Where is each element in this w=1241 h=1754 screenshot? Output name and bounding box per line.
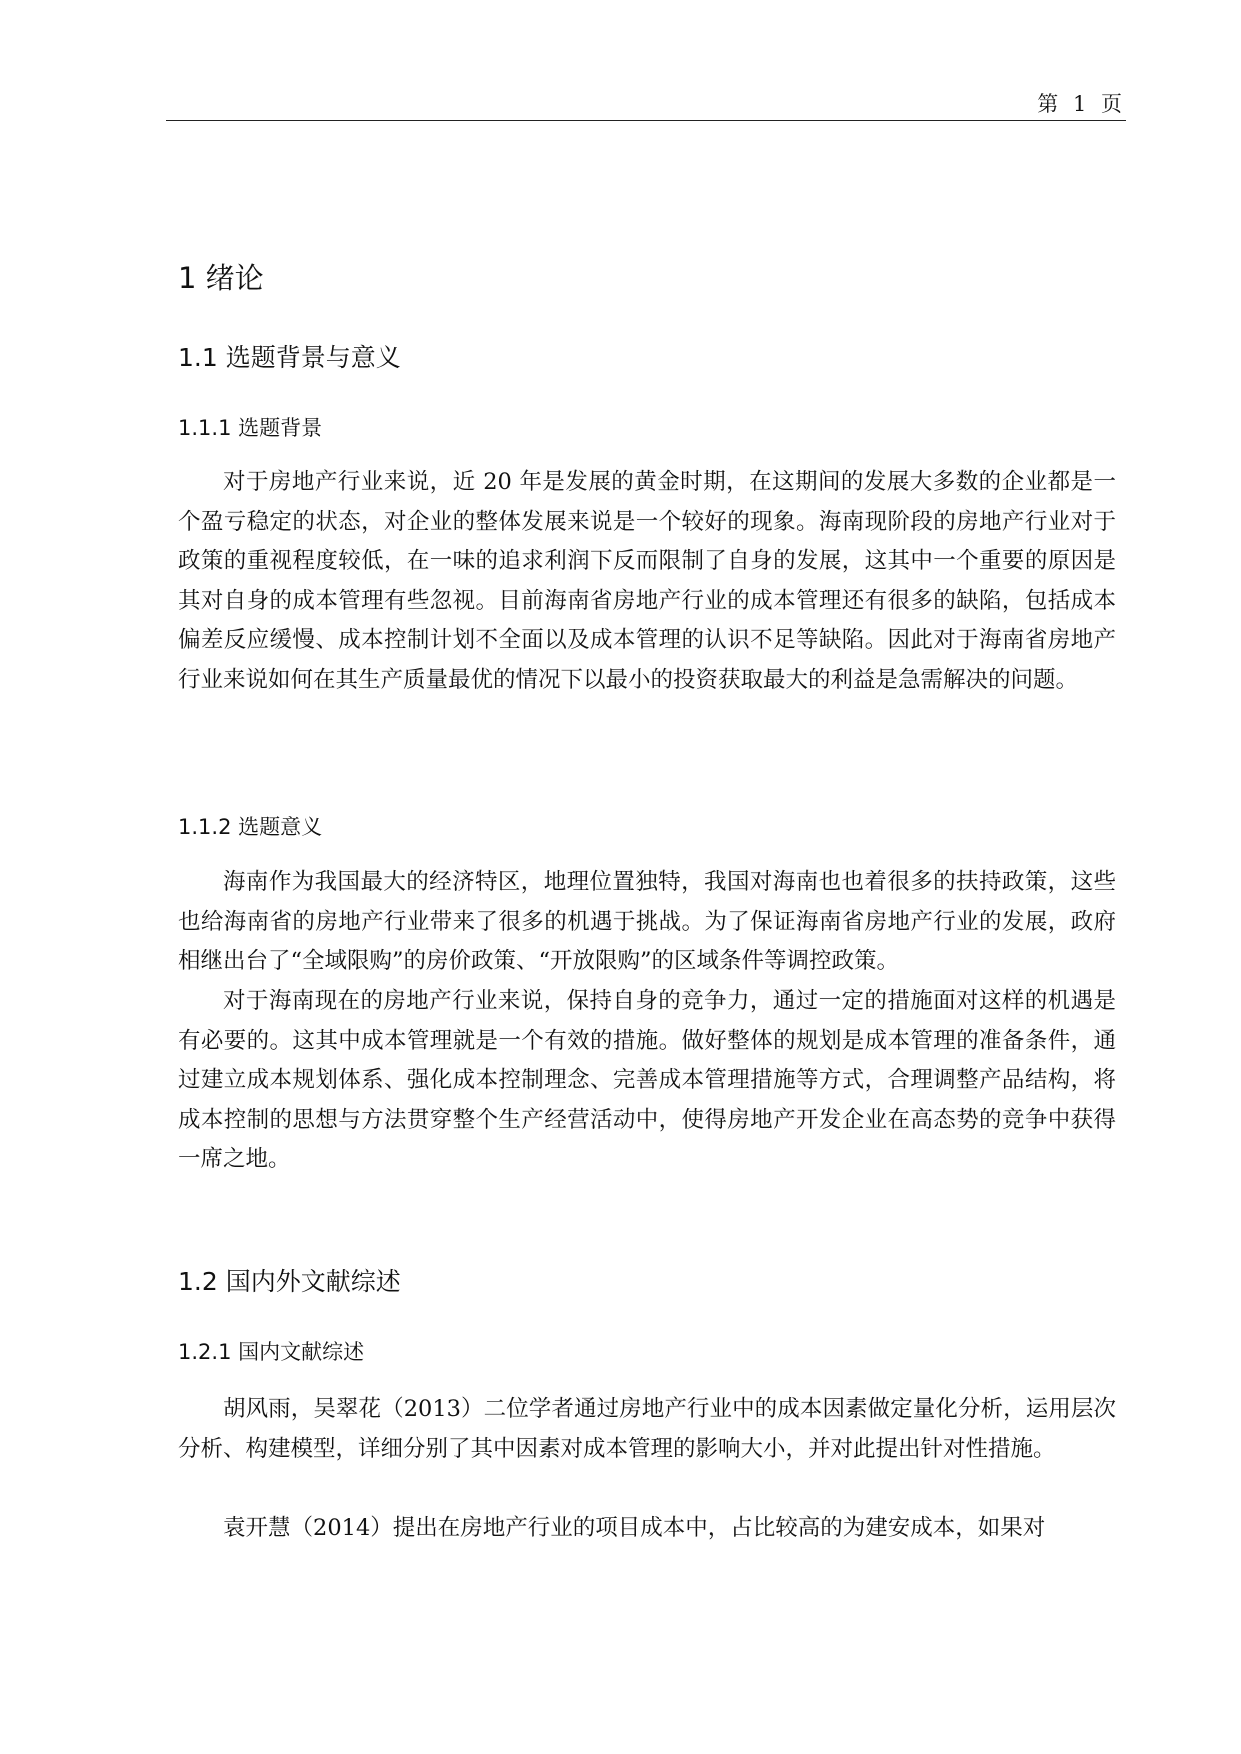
paragraph: 胡风雨，吴翠花（2013）二位学者通过房地产行业中的成本因素做定量化分析，运用层次分析、构建模型，详细分别了其中因素对成本管理的影响大小，并对此提出针对性措施。 <box>178 1396 1116 1462</box>
page-number: 第 1 页 <box>1037 92 1126 116</box>
subsection-title-1-1-2: 1.1.2 选题意义 <box>178 815 323 839</box>
section-title-1-1: 1.1 选题背景与意义 <box>178 343 401 372</box>
paragraph: 袁开慧（2014）提出在房地产行业的项目成本中，占比较高的为建安成本，如果对 <box>223 1515 1046 1541</box>
paragraph: 海南作为我国最大的经济特区，地理位置独特，我国对海南也也着很多的扶持政策，这些也给海南省的房地产行业带来了很多的机遇于挑战。为了保证海南省房地产行业的发展，政府相继出台了“全域限购”的房价政策、“开放限购”的区域条件等调控政策。 <box>178 869 1116 974</box>
section-title-1-2: 1.2 国内外文献综述 <box>178 1267 401 1296</box>
chapter-title: 1 绪论 <box>178 261 264 295</box>
paragraph: 对于海南现在的房地产行业来说，保持自身的竞争力，通过一定的措施面对这样的机遇是有必要的。这其中成本管理就是一个有效的措施。做好整体的规划是成本管理的准备条件，通过建立成本规划体系、强化成本控制理念、完善成本管理措施等方式，合理调整产品结构，将成本控制的思想与方法贯穿整个生产经营活动中，使得房地产开发企业在高态势的竞争中获得一席之地。 <box>178 988 1116 1172</box>
subsection-title-1-1-1: 1.1.1 选题背景 <box>178 416 323 440</box>
page-header <box>166 88 1126 121</box>
subsection-title-1-2-1: 1.2.1 国内文献综述 <box>178 1340 365 1364</box>
paragraph: 对于房地产行业来说，近 20 年是发展的黄金时期，在这期间的发展大多数的企业都是一个盈亏稳定的状态，对企业的整体发展来说是一个较好的现象。海南现阶段的房地产行业对于政策的重视程度较低，在一味的追求利润下反而限制了自身的发展，这其中一个重要的原因是其对自身的成本管理有些忽视。目前海南省房地产行业的成本管理还有很多的缺陷，包括成本偏差反应缓慢、成本控制计划不全面以及成本管理的认识不足等缺陷。因此对于海南省房地产行业来说如何在其生产质量最优的情况下以最小的投资获取最大的利益是急需解决的问题。 <box>178 469 1116 693</box>
